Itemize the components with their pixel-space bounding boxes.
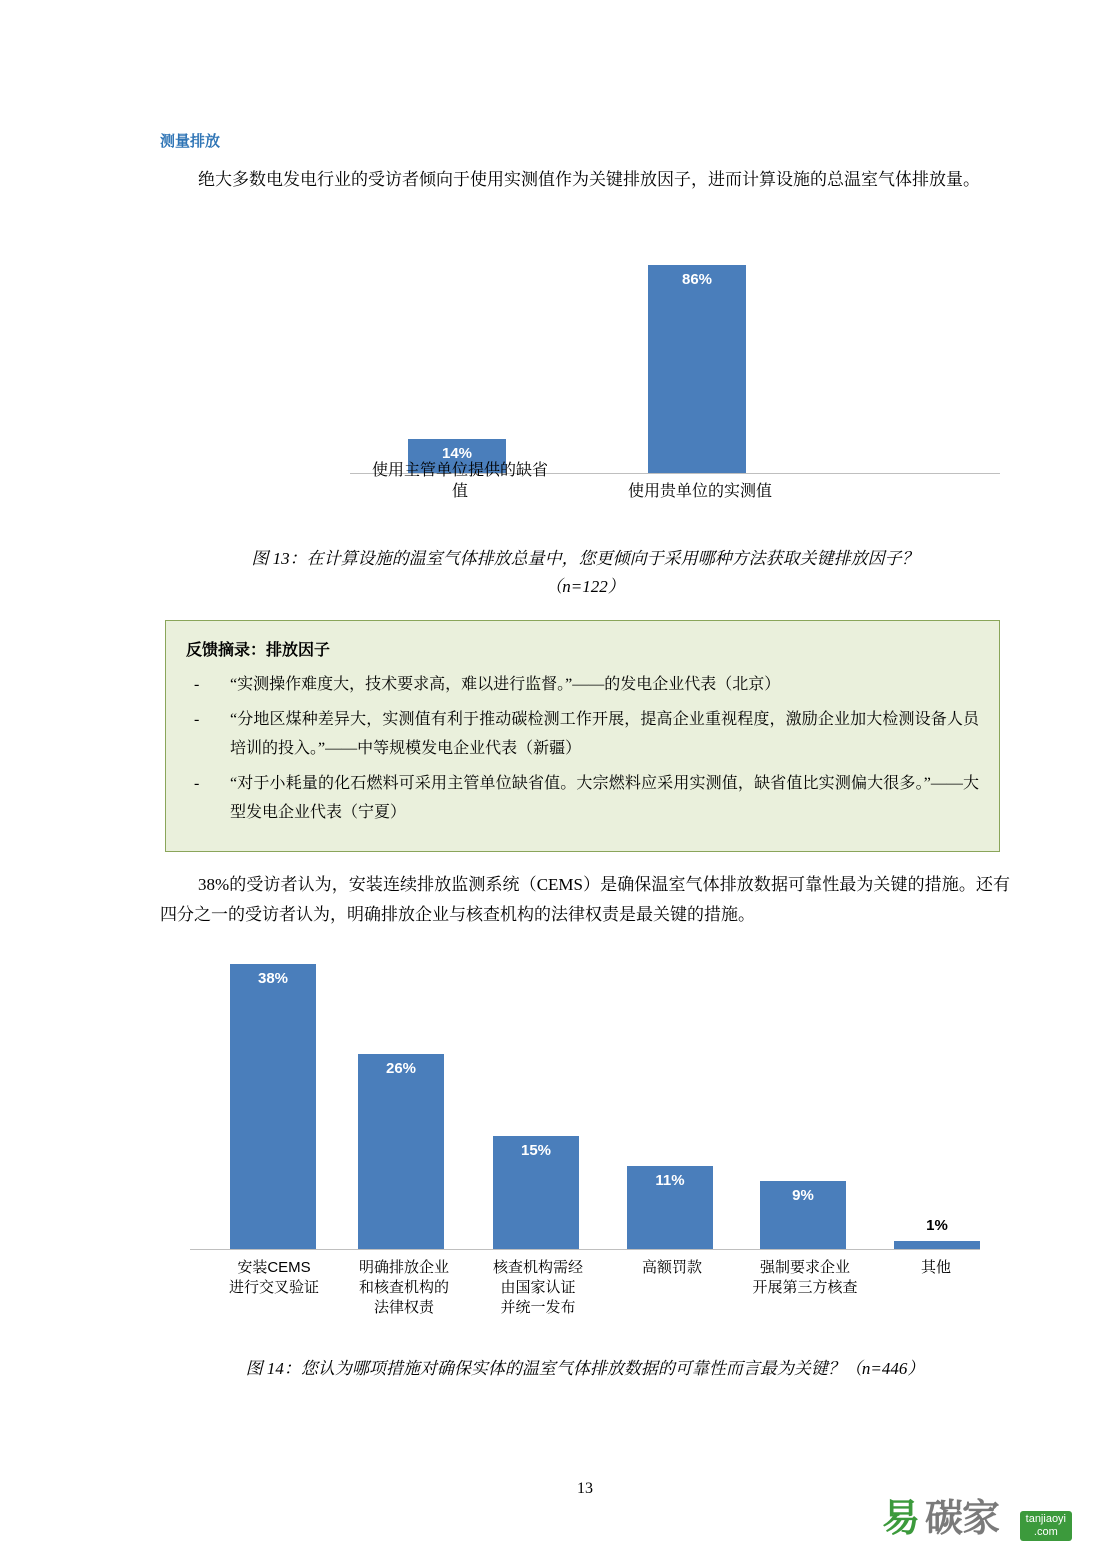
category-label-cems	[210, 1258, 338, 1298]
logo-subtitle-line1: tanjiaoyi	[1025, 1513, 1066, 1525]
category-line: 高额罚款	[641, 1259, 702, 1276]
category-label-high-penalty	[608, 1258, 736, 1278]
figure-13-caption-line2: （n=122）	[545, 577, 625, 596]
bar-label-default-value: 14%	[441, 445, 473, 462]
watermark-logo	[882, 1483, 1072, 1541]
page-number: 13	[577, 1480, 593, 1497]
paragraph-2	[160, 870, 1010, 930]
figure-13-caption	[160, 545, 1010, 601]
category-line: 和核查机构的	[358, 1279, 449, 1296]
figure-13-category-labels	[350, 462, 1000, 502]
quote-item-text: “实测操作难度大，技术要求高，难以进行监督。”——的发电企业代表（北京）	[230, 676, 781, 693]
category-line: 强制要求企业	[759, 1259, 850, 1276]
figure-13-plot	[350, 231, 1000, 474]
category-line: 核查机构需经	[492, 1259, 583, 1276]
bar-label-other: 1%	[926, 1217, 948, 1234]
figure-13-chart	[350, 232, 1000, 502]
bar-label-measured-value: 86%	[681, 271, 713, 288]
bar-accreditation	[493, 1136, 579, 1249]
logo-subtitle	[1020, 1511, 1072, 1541]
bullet-dash-icon: -	[194, 775, 200, 792]
category-label-measured-value: 使用贵单位的实测值	[627, 483, 772, 500]
bar-high-penalty	[627, 1166, 713, 1249]
paragraph-2-text: 38%的受访者认为，安装连续排放监测系统（CEMS）是确保温室气体排放数据可靠性最为关键的措施。还有四分之一的受访者认为，明确排放企业与核查机构的法律权责是最关键的措施。	[160, 875, 1010, 924]
figure-14-caption-text: 图 14：您认为哪项措施对确保实体的温室气体排放数据的可靠性而言最为关键？（n=446）	[245, 1359, 925, 1378]
bar-legal-responsibility	[358, 1054, 444, 1249]
quote-item	[186, 769, 979, 827]
bullet-dash-icon: -	[194, 676, 200, 693]
category-label-third-party-verification	[735, 1258, 875, 1298]
paragraph-1-text: 绝大多数电发电行业的受访者倾向于使用实测值作为关键排放因子，进而计算设施的总温室气体排放量。	[198, 170, 980, 189]
bar-label-cems: 38%	[257, 970, 289, 987]
quote-item	[186, 705, 979, 763]
category-line: 其他	[920, 1259, 951, 1276]
category-line: 并统一发布	[500, 1299, 576, 1316]
figure-13-caption-line1: 图 13：在计算设施的温室气体排放总量中，您更倾向于采用哪种方法获取关键排放因子？	[251, 549, 919, 568]
figure-14-plot	[190, 949, 980, 1250]
quote-box-title: 反馈摘录：排放因子	[186, 642, 331, 659]
category-label-other	[876, 1258, 996, 1278]
logo-subtitle-line2: .com	[1033, 1526, 1058, 1538]
bar-label-high-penalty: 11%	[655, 1172, 685, 1189]
category-line: 明确排放企业	[358, 1259, 449, 1276]
bar-label-legal-responsibility: 26%	[385, 1060, 417, 1077]
bar-measured-value	[648, 265, 746, 473]
bar-third-party-verification	[760, 1181, 846, 1249]
bar-label-accreditation: 15%	[520, 1142, 552, 1159]
category-line: 法律权责	[373, 1299, 434, 1316]
category-line: 开展第三方核查	[752, 1279, 858, 1296]
category-label-legal-responsibility	[340, 1258, 468, 1318]
quote-item-text: “对于小耗量的化石燃料可采用主管单位缺省值。大宗燃料应采用实测值，缺省值比实测偏大很多。”——大型发电企业代表（宁夏）	[230, 775, 979, 821]
figure-14-category-labels	[190, 1254, 980, 1330]
category-line: 安装CEMS	[237, 1259, 311, 1276]
logo-char-gray: 碳家	[925, 1498, 1000, 1540]
feedback-quote-box	[165, 620, 1000, 852]
figure-14-chart	[190, 950, 1000, 1330]
figure-14-caption	[160, 1355, 1010, 1383]
category-label-accreditation	[474, 1258, 602, 1318]
bullet-dash-icon: -	[194, 711, 200, 728]
logo-char-green: 易	[882, 1498, 920, 1540]
paragraph-1	[160, 165, 1010, 195]
bar-other	[894, 1217, 980, 1249]
category-label-default-value: 使用主管单位提供的缺省值	[371, 462, 548, 500]
bar-label-third-party-verification: 9%	[792, 1187, 814, 1204]
quote-item	[186, 670, 979, 699]
category-line: 由国家认证	[500, 1279, 576, 1296]
category-line: 进行交叉验证	[228, 1279, 319, 1296]
quote-item-text: “分地区煤种差异大，实测值有利于推动碳检测工作开展，提高企业重视程度，激励企业加大检测设备人员培训的投入。”——中等规模发电企业代表（新疆）	[230, 711, 979, 757]
quote-list	[186, 670, 979, 827]
bar-cems	[230, 964, 316, 1249]
section-title: 测量排放	[160, 133, 221, 150]
